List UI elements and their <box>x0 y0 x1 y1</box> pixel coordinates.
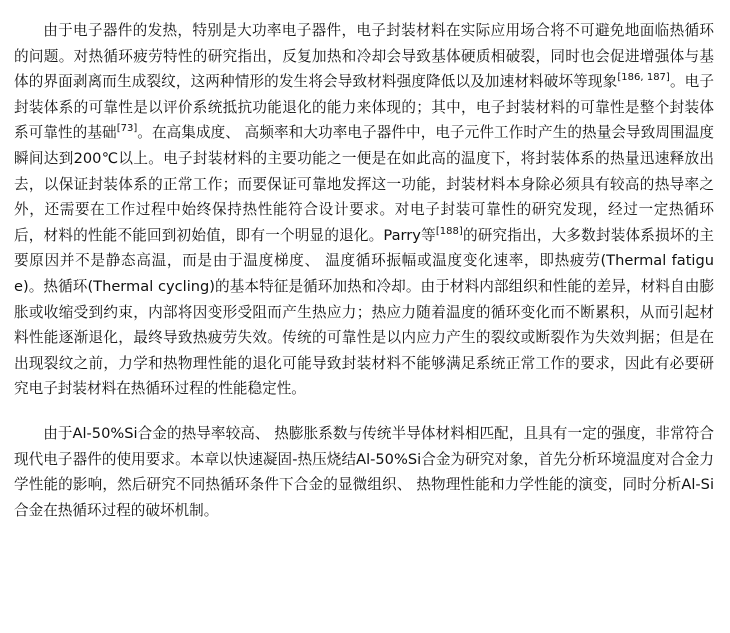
citation-188: [188] <box>435 225 463 237</box>
paragraph-1-text-4: 的研究指出，大多数封装体系损坏的主要原因并不是静态高温，而是由于温度梯度、 温度循环振幅或温度变化速率，即热疲劳(Thermal fatigue)。热循环(Thermal cycling)的基本特征是循环加热和冷却。由于材料内部组织和性能的差异，材料自由膨胀或收缩受到约束，内部将因变形受阻而产生热应力；热应力随着温度的循环变化而不断累积，从而引起材料性能逐渐退化，最终导致热疲劳失效。传统的可靠性是以内应力产生的裂纹或断裂作为失效判据；但是在出现裂纹之前，力学和热物理性能的退化可能导致封装材料不能够满足系统正常工作的要求，因此有必要研究电子封装材料在热循环过程的性能稳定性。 <box>14 226 714 398</box>
paragraph-1-text-2: 。电子封装体系的可靠性是以评价系统抵抗功能退化的能力来体现的；其中，电子封装材料的可靠性是整个封装体系可靠性的基础 <box>14 73 714 142</box>
citation-73: [73] <box>116 123 138 135</box>
paragraph-2-text-1: 由于Al-50%Si合金的热导率较高、 热膨胀系数与传统半导体材料相匹配，且具有一定的强度，非常符合现代电子器件的使用要求。本章以快速凝固-热压烧结Al-50%Si合金为研究对象，首先分析环境温度对合金力学性能的影响，然后研究不同热循环条件下合金的显微组织、 热物理性能和力学性能的演变，同时分析Al-Si合金在热循环过程的破坏机制。 <box>14 424 714 519</box>
paragraph-1 <box>14 18 714 402</box>
paragraph-1-text-1: 由于电子器件的发热，特别是大功率电子器件，电子封装材料在实际应用场合将不可避免地面临热循环的问题。对热循环疲劳特性的研究指出，反复加热和冷却会导致基体硬质相破裂，同时也会促进增强体与基体的界面剥离而生成裂纹，这两种情形的发生将会导致材料强度降低以及加速材料破坏等现象 <box>14 22 714 91</box>
paragraph-1-text-3: 。在高集成度、 高频率和大功率电子器件中，电子元件工作时产生的热量会导致周围温度瞬间达到200℃以上。电子封装材料的主要功能之一便是在如此高的温度下，将封装体系的热量迅速释放出去，以保证封装体系的正常工作；而要保证可靠地发挥这一功能，封装材料本身除必须具有较高的热导率之外，还需要在工作过程中始终保持热性能符合设计要求。对电子封装可靠性的研究发现，经过一定热循环后，材料的性能不能回到初始值，即有一个明显的退化。Parry等 <box>14 124 714 244</box>
paragraph-2 <box>14 421 714 523</box>
citation-186-187: [186, 187] <box>617 72 670 84</box>
